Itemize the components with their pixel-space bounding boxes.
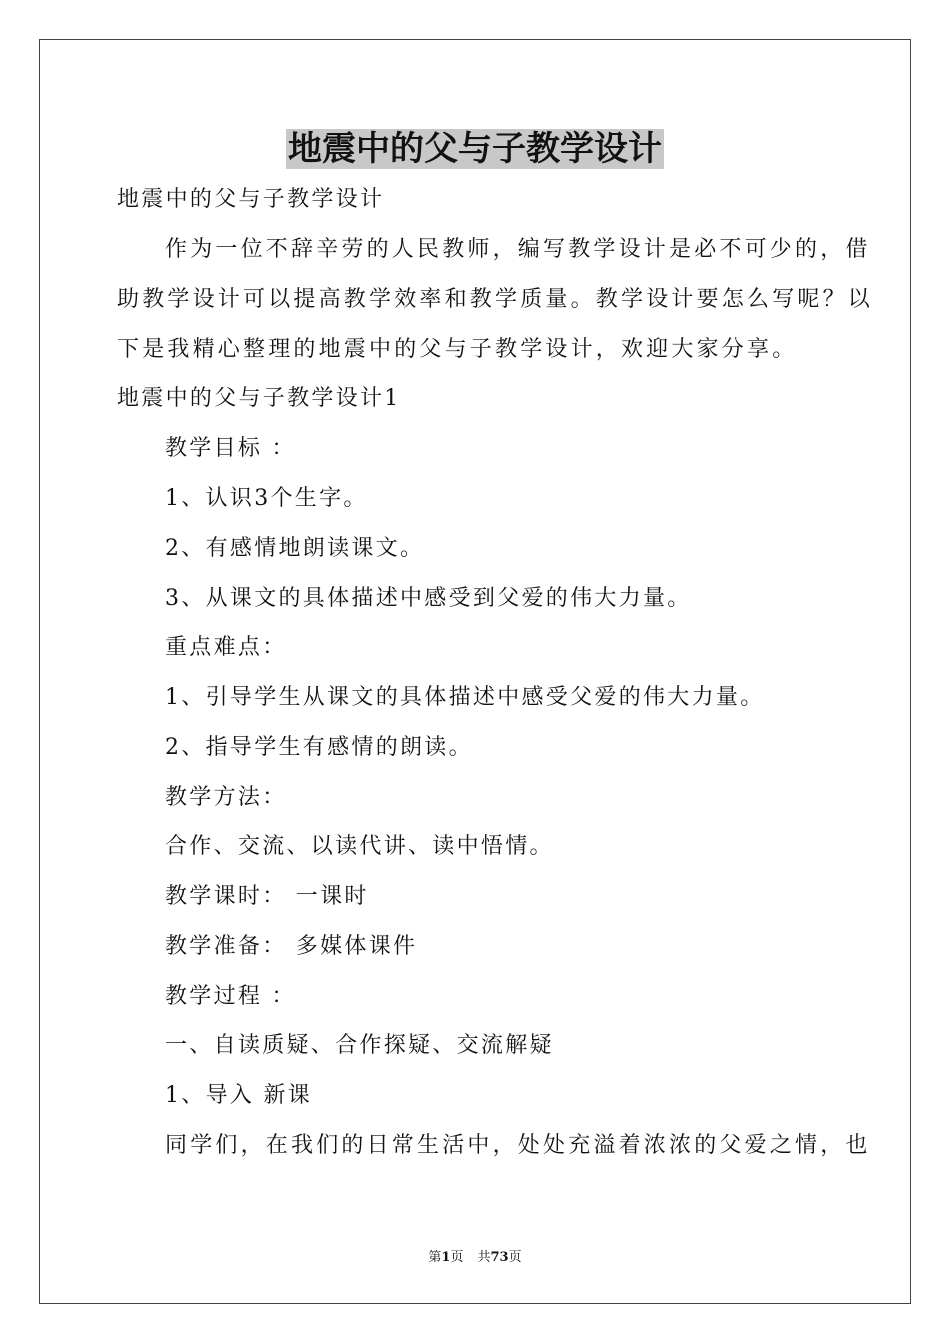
body-line: 教学目标 ： [165, 436, 296, 461]
document-subtitle: 地震中的父与子教学设计 [117, 187, 385, 212]
intro-line: 助教学设计可以提高教学效率和教学质量。教学设计要怎么写呢？以 [117, 287, 874, 312]
body-line: 重点难点： [165, 635, 287, 660]
document-title-row [0, 126, 950, 172]
section-heading: 地震中的父与子教学设计1 [117, 386, 401, 411]
intro-line: 下是我精心整理的地震中的父与子教学设计，欢迎大家分享。 [117, 337, 798, 362]
footer-total-suffix: 页 [508, 1250, 522, 1265]
footer-page-prefix: 第 [428, 1250, 442, 1265]
page-footer [0, 1249, 950, 1267]
footer-total-prefix: 共 [477, 1250, 491, 1265]
body-line: 合作、交流、以读代讲、读中悟情。 [165, 834, 554, 859]
document-title: 地震中的父与子教学设计 [288, 129, 662, 169]
body-line: 一、自读质疑、合作探疑、交流解疑 [165, 1033, 554, 1058]
body-line: 1、导入 新课 [165, 1083, 313, 1108]
body-line: 教学准备： 多媒体课件 [165, 934, 418, 959]
footer-total-pages: 73 [490, 1250, 509, 1265]
page-border [39, 39, 911, 1304]
body-line: 教学过程 ： [165, 984, 296, 1009]
body-line: 教学课时： 一课时 [165, 884, 369, 909]
body-line: 1、认识3个生字。 [165, 486, 368, 511]
body-line: 教学方法： [165, 785, 287, 810]
footer-page-number: 1 [441, 1250, 451, 1265]
body-line: 3、从课文的具体描述中感受到父爱的伟大力量。 [165, 586, 692, 611]
body-line: 1、引导学生从课文的具体描述中感受父爱的伟大力量。 [165, 685, 765, 710]
body-line: 2、指导学生有感情的朗读。 [165, 735, 473, 760]
body-line: 2、有感情地朗读课文。 [165, 536, 425, 561]
body-line: 同学们，在我们的日常生活中，处处充溢着浓浓的父爱之情，也 [165, 1133, 871, 1158]
intro-line: 作为一位不辞辛劳的人民教师，编写教学设计是必不可少的，借 [165, 237, 871, 262]
footer-page-suffix: 页 [450, 1250, 464, 1265]
